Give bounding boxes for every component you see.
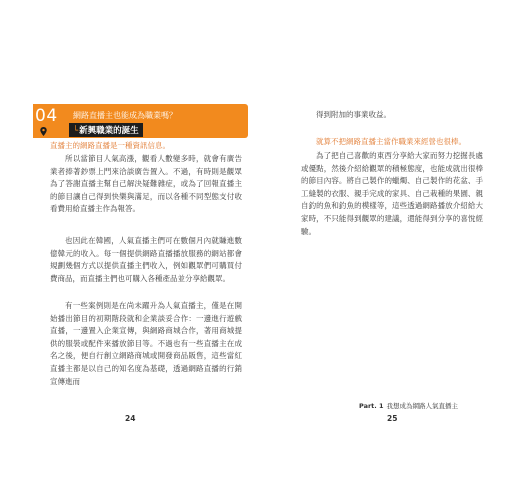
paragraph: 也因此在韓國，人氣直播主們可在數個月內就賺進數億韓元的收入。每一個提供網路直播播放服務的網站都會規劃幾個方式以提供直播主們收入，例如觀眾們可購買付費商品，而直播主們也可購入各種產品並分享給觀眾。 — [50, 236, 242, 283]
page-number: 25 — [387, 414, 398, 423]
chapter-title-bracket: └ — [73, 126, 79, 136]
paragraph: 為了把自己喜歡的東西分享給大家而努力挖掘長處或優點，然後介紹給觀眾的積極態度，也能成就出很棒的節目內容。將自己製作的蠟燭、自己製作的花盆、手工縫製的衣服、親手完成的家具、自己栽種的果園、親自釣的魚和釣魚的模樣等，這些透過網路播放介紹給大家時，不只能得到觀眾的建議，還能得到分享的喜悅經驗。 — [301, 151, 483, 236]
running-head-title: 我想成為網路人氣直播主 — [386, 402, 459, 410]
location-pin-icon — [40, 127, 47, 136]
paragraph-highlight: 就算不把網路直播主當作職業來經營也很棒。 — [316, 137, 466, 146]
chapter-title-text: 新興職業的誕生 — [79, 126, 139, 136]
chapter-header — [33, 104, 248, 138]
running-head — [359, 401, 458, 410]
paragraph: 得到附加的事業收益。 — [316, 110, 391, 119]
paragraph: 有一些案例則是在尚未躍升為人氣直播主，僅是在開始播出節目的初期階段就和企業談妥合作：一邊進行遊戲直播，一邊置入企業宣傳，與網路商城合作，著用商城提供的服裝或配件來播放節目等。不過也有一些直播主在成名之後，便自行創立網路商城或開發商品販售，這些當紅直播主都是以自己的知名度為基礎，透過網路直播的行銷宣傳進而 — [50, 301, 242, 386]
chapter-title — [69, 123, 143, 137]
right-page — [260, 0, 520, 500]
paragraph-highlight: 直播主的網路直播是一種資訊信息。 — [50, 141, 170, 150]
running-head-part: Part. 1 — [359, 402, 384, 410]
chapter-subtitle: 網路直播主也能成為職業嗎？ — [73, 111, 177, 120]
paragraph: 所以當節目人氣高漲，觀看人數變多時，就會有廣告業者捧著鈔票上門來洽談廣告置入。不過，有時則是觀眾為了答謝直播主幫自己解決疑難雜症，或為了回報直播主的節目讓自己得到快樂與滿足，而以各種不同型態支付收看費用給直播主作為報答。 — [50, 154, 242, 214]
page-number: 24 — [125, 414, 136, 423]
chapter-number: 04 — [35, 106, 58, 126]
